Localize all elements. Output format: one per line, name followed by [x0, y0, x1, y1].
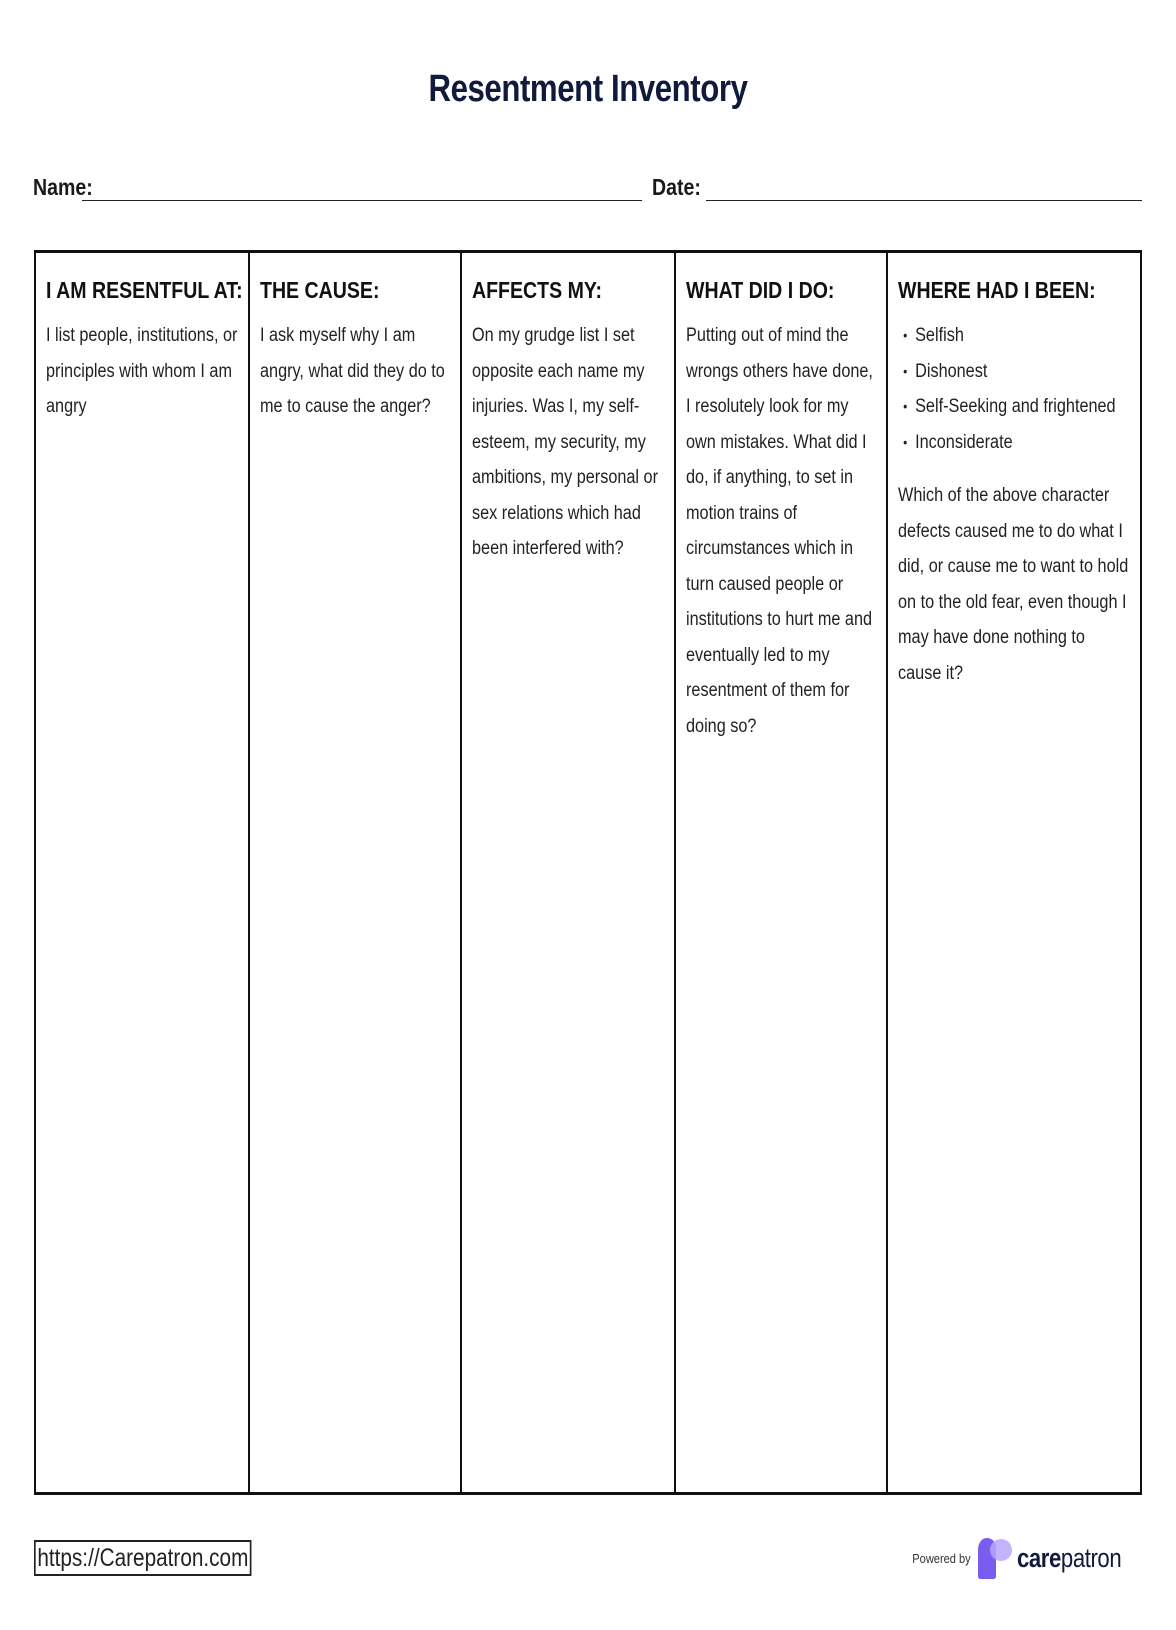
powered-by-label: Powered by	[912, 1550, 971, 1566]
column-resentful-at[interactable]	[36, 253, 250, 1492]
name-field[interactable]	[82, 200, 642, 201]
column-what-did-i-do[interactable]	[676, 253, 888, 1492]
brand-wordmark-bold: care	[1016, 1542, 1061, 1573]
column-heading: I AM RESENTFUL AT:	[46, 277, 243, 303]
date-field[interactable]	[706, 200, 1142, 201]
carepatron-logo-icon	[977, 1536, 1013, 1580]
brand-wordmark-rest: patron	[1060, 1542, 1122, 1573]
column-heading: AFFECTS MY:	[472, 277, 602, 303]
brand-wordmark	[1017, 1543, 1121, 1574]
powered-by-carepatron[interactable]	[902, 1536, 1144, 1580]
column-instructions: On my grudge list I set opposite each name my injuries. Was I, my self-esteem, my security, my ambitions, my personal or sex relations which had been interfered with?	[472, 325, 659, 559]
inventory-table	[34, 250, 1142, 1495]
list-item: • Dishonest	[898, 354, 1130, 390]
column-the-cause[interactable]	[250, 253, 462, 1492]
column-instructions: Which of the above character defects caused me to do what I did, or cause me to want to hold on to the old fear, even though I may have done nothing to cause it?	[898, 485, 1129, 684]
column-instructions: I ask myself why I am angry, what did they do to me to cause the anger?	[260, 325, 445, 417]
column-instructions: I list people, institutions, or principles with whom I am angry	[46, 325, 238, 417]
date-label: Date:	[652, 174, 701, 200]
character-defects-list	[898, 318, 1130, 460]
list-item: • Selfish	[898, 318, 1130, 354]
list-item: • Self-Seeking and frightened	[898, 389, 1130, 425]
column-heading: THE CAUSE:	[260, 277, 380, 303]
column-where-had-i-been[interactable]	[888, 253, 1140, 1492]
name-label: Name:	[33, 174, 93, 200]
list-item: • Inconsiderate	[898, 425, 1130, 461]
column-heading: WHAT DID I DO:	[686, 277, 835, 303]
carepatron-link[interactable]: https://Carepatron.com	[34, 1540, 252, 1576]
column-instructions: Putting out of mind the wrongs others have done, I resolutely look for my own mistakes. What did I do, if anything, to set in motion trains of circumstances which in turn caused people or institutions to hurt me and eventually led to my resentment of them for doing so?	[686, 325, 873, 737]
column-heading: WHERE HAD I BEEN:	[898, 277, 1096, 303]
column-affects-my[interactable]	[462, 253, 676, 1492]
page-title: Resentment Inventory	[428, 68, 748, 110]
